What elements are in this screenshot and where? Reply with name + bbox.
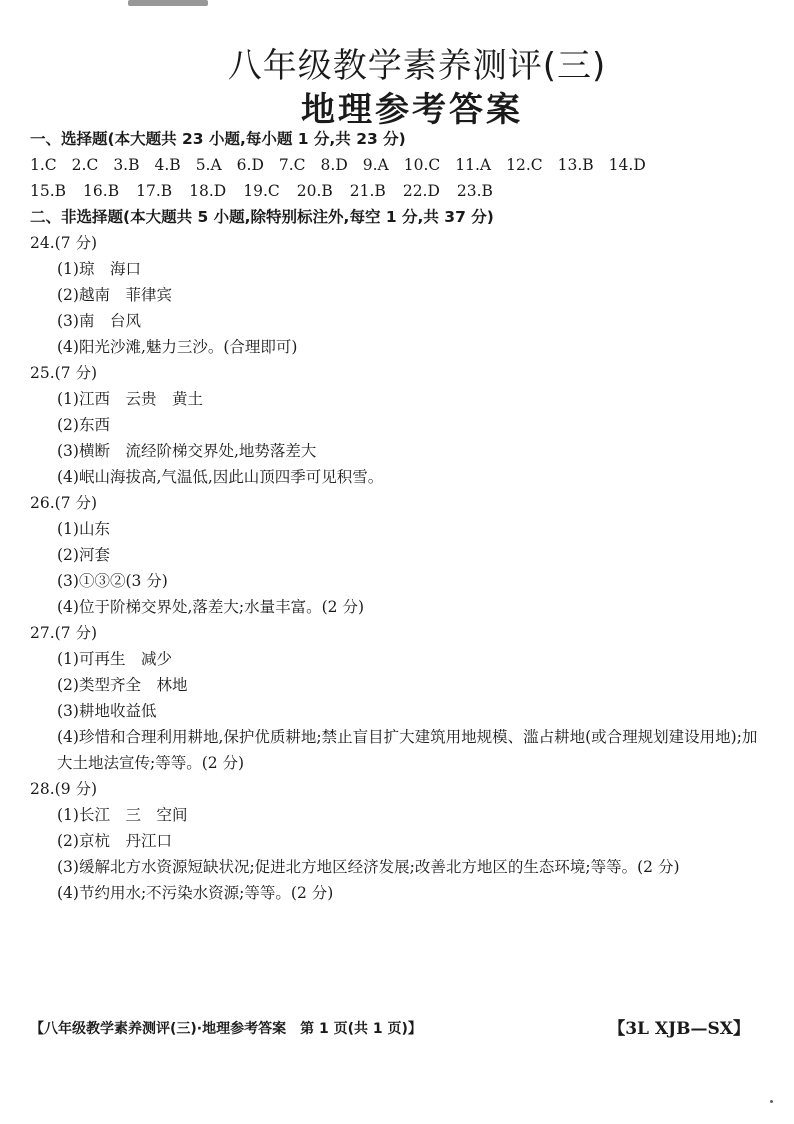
answer-item: (4)位于阶梯交界处,落差大;水量丰富。(2 分) bbox=[57, 598, 364, 616]
section2-heading: 二、非选择题(本大题共 5 小题,除特别标注外,每空 1 分,共 37 分) bbox=[30, 208, 494, 226]
question-block bbox=[30, 776, 760, 906]
answer-item: (2)河套 bbox=[57, 546, 110, 564]
scan-smudge bbox=[128, 0, 208, 6]
mc-answer: 7.C bbox=[278, 156, 306, 174]
answer-item: (2)东西 bbox=[57, 416, 110, 434]
mc-answer: 10.C bbox=[403, 156, 441, 174]
footer-page-info: 【八年级教学素养测评(三)·地理参考答案 第 1 页(共 1 页)】 bbox=[30, 1021, 422, 1037]
mc-answer: 6.D bbox=[236, 156, 264, 174]
question-number: 27.(7 分) bbox=[30, 624, 98, 642]
mc-answer: 2.C bbox=[71, 156, 99, 174]
answer-item: (1)江西 云贵 黄土 bbox=[57, 390, 203, 408]
scan-dot bbox=[770, 1100, 773, 1103]
answer-item: (2)越南 菲律宾 bbox=[57, 286, 172, 304]
question-list bbox=[30, 230, 760, 906]
mc-answer: 17.B bbox=[136, 182, 173, 200]
answer-item: (1)可再生 减少 bbox=[57, 650, 172, 668]
question-block bbox=[30, 230, 760, 360]
mc-answer: 13.B bbox=[557, 156, 594, 174]
answer-item: (1)山东 bbox=[57, 520, 110, 538]
answer-item: (4)节约用水;不污染水资源;等等。(2 分) bbox=[57, 884, 334, 902]
answer-item: (4)阳光沙滩,魅力三沙。(合理即可) bbox=[57, 338, 298, 356]
answer-content bbox=[30, 126, 760, 906]
mc-answer: 19.C bbox=[243, 182, 280, 200]
question-block bbox=[30, 490, 760, 620]
mc-answer: 22.D bbox=[402, 182, 440, 200]
question-number: 26.(7 分) bbox=[30, 494, 98, 512]
answer-item: (3)横断 流经阶梯交界处,地势落差大 bbox=[57, 442, 317, 460]
multiple-choice-row-2 bbox=[30, 178, 760, 204]
page-subtitle: 地理参考答案 bbox=[301, 90, 523, 130]
mc-answer: 15.B bbox=[30, 182, 67, 200]
question-number: 24.(7 分) bbox=[30, 234, 98, 252]
answer-item: (4)岷山海拔高,气温低,因此山顶四季可见积雪。 bbox=[57, 468, 384, 486]
page-footer bbox=[30, 1014, 760, 1040]
answer-item: (3)缓解北方水资源短缺状况;促进北方地区经济发展;改善北方地区的生态环境;等等。(2 分) bbox=[57, 858, 680, 876]
mc-answer: 12.C bbox=[506, 156, 543, 174]
page-title: 八年级教学素养测评(三) bbox=[227, 46, 607, 86]
footer-code: 【3L XJB—SX】 bbox=[608, 1019, 750, 1039]
answer-item: (3)耕地收益低 bbox=[57, 702, 157, 720]
mc-answer: 8.D bbox=[320, 156, 348, 174]
mc-answer: 11.A bbox=[455, 156, 492, 174]
mc-answer: 1.C bbox=[30, 156, 57, 174]
answer-item: (1)琼 海口 bbox=[57, 260, 141, 278]
question-block bbox=[30, 360, 760, 490]
answer-item: (2)类型齐全 林地 bbox=[57, 676, 188, 694]
answer-item: (4)珍惜和合理利用耕地,保护优质耕地;禁止盲目扩大建筑用地规模、滥占耕地(或合理规划建设用地);加大土地法宣传;等等。(2 分) bbox=[57, 728, 758, 772]
mc-answer: 21.B bbox=[349, 182, 386, 200]
mc-answer: 14.D bbox=[608, 156, 646, 174]
mc-answer: 5.A bbox=[195, 156, 222, 174]
mc-answer: 20.B bbox=[296, 182, 333, 200]
answer-item: (2)京杭 丹江口 bbox=[57, 832, 172, 850]
answer-item: (1)长江 三 空间 bbox=[57, 806, 188, 824]
mc-answer: 9.A bbox=[362, 156, 389, 174]
answer-item: (3)①③②(3 分) bbox=[57, 572, 168, 590]
question-number: 28.(9 分) bbox=[30, 780, 98, 798]
mc-answer: 4.B bbox=[154, 156, 181, 174]
multiple-choice-row-1 bbox=[30, 152, 760, 178]
question-block bbox=[30, 620, 760, 776]
question-number: 25.(7 分) bbox=[30, 364, 98, 382]
mc-answer: 16.B bbox=[83, 182, 120, 200]
mc-answer: 3.B bbox=[113, 156, 140, 174]
answer-item: (3)南 台风 bbox=[57, 312, 141, 330]
mc-answer: 23.B bbox=[456, 182, 493, 200]
mc-answer: 18.D bbox=[189, 182, 227, 200]
section1-heading: 一、选择题(本大题共 23 小题,每小题 1 分,共 23 分) bbox=[30, 130, 406, 148]
